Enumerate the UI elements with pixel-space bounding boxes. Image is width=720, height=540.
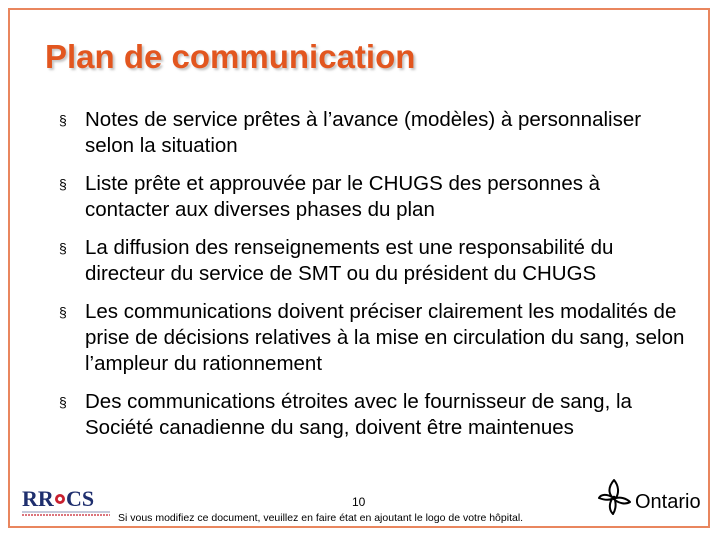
bullet-text: Des communications étroites avec le fournisseur de sang, la Société canadienne du sang, doivent être maintenues	[85, 390, 632, 439]
bullet-item-3	[48, 235, 688, 287]
page-number: 10	[352, 495, 366, 509]
bullet-marker: §	[59, 304, 67, 320]
bullet-item-4	[48, 299, 688, 377]
ontario-logo	[597, 478, 705, 520]
bullet-list	[48, 107, 688, 453]
trillium-icon	[597, 478, 633, 520]
bullet-marker: §	[59, 394, 67, 410]
bullet-marker: §	[59, 112, 67, 128]
bullet-text: Les communications doivent préciser clairement les modalités de prise de décisions relatives à la mise en circulation du sang, selon l’ampleur du rationnement	[85, 300, 685, 375]
bullet-item-5	[48, 389, 688, 441]
bullet-text: Notes de service prêtes à l’avance (modèles) à personnaliser selon la situation	[85, 108, 642, 157]
rrocs-logo	[20, 482, 112, 524]
bullet-item-2	[48, 171, 688, 223]
svg-text:RR: RR	[22, 486, 54, 511]
slide-title: Plan de communication	[45, 38, 416, 75]
bullet-item-1	[48, 107, 688, 159]
bullet-marker: §	[59, 176, 67, 192]
bullet-text: La diffusion des renseignements est une responsabilité du directeur du service de SMT ou du président du CHUGS	[85, 236, 614, 285]
ontario-wordmark: Ontario	[635, 491, 701, 513]
svg-text:CS: CS	[66, 486, 95, 511]
rrocs-logo-icon	[20, 482, 112, 524]
bullet-text: Liste prête et approuvée par le CHUGS des personnes à contacter aux diverses phases du plan	[85, 172, 601, 221]
bullet-marker: §	[59, 240, 67, 256]
footer-note: Si vous modifiez ce document, veuillez en faire état en ajoutant le logo de votre hôpital.	[118, 512, 524, 524]
